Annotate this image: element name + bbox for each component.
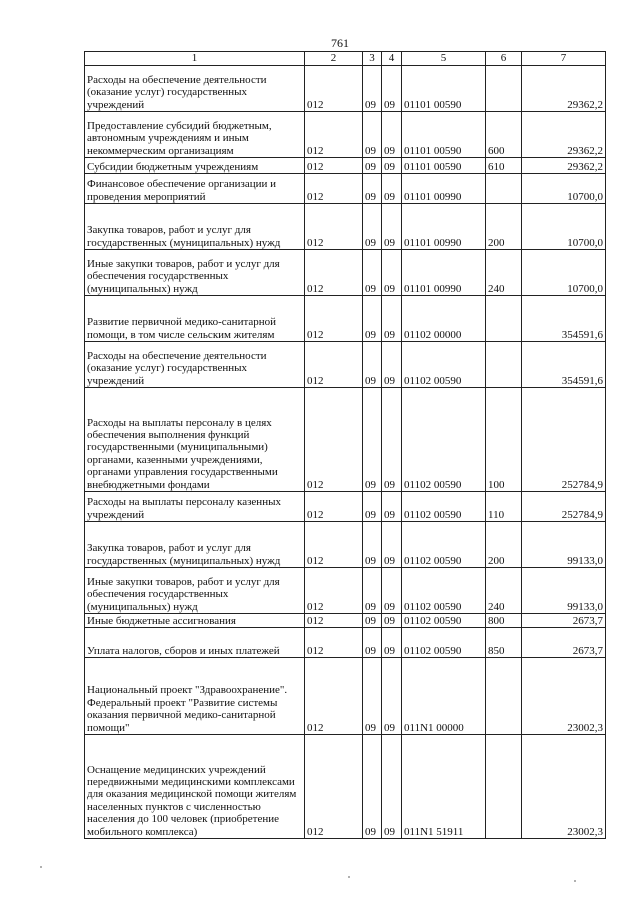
row-expense-type	[486, 66, 522, 112]
row-section: 09	[363, 628, 382, 658]
row-name: Расходы на обеспечение деятельности (оказание услуг) государственных учреждений	[85, 66, 305, 112]
row-expense-type	[486, 296, 522, 342]
row-sum: 354591,6	[522, 342, 606, 388]
row-subsection: 09	[382, 614, 402, 628]
row-name: Национальный проект "Здравоохранение". Федеральный проект "Развитие системы оказания первичной медико-санитарной помощи"	[85, 658, 305, 735]
table-row	[85, 158, 606, 174]
row-article: 011N1 51911	[402, 735, 486, 839]
row-expense-type: 200	[486, 522, 522, 568]
row-sum: 2673,7	[522, 628, 606, 658]
table-row	[85, 112, 606, 158]
row-name: Предоставление субсидий бюджетным, автономным учреждениям и иным некоммерческим организациям	[85, 112, 305, 158]
row-section: 09	[363, 296, 382, 342]
row-code: 012	[305, 342, 363, 388]
row-section: 09	[363, 112, 382, 158]
row-article: 01101 00990	[402, 204, 486, 250]
row-section: 09	[363, 735, 382, 839]
row-subsection: 09	[382, 342, 402, 388]
row-subsection: 09	[382, 250, 402, 296]
row-section: 09	[363, 658, 382, 735]
row-section: 09	[363, 342, 382, 388]
row-subsection: 09	[382, 112, 402, 158]
row-section: 09	[363, 492, 382, 522]
row-subsection: 09	[382, 658, 402, 735]
header-cell: 3	[363, 52, 382, 66]
table-row	[85, 250, 606, 296]
row-sum: 99133,0	[522, 522, 606, 568]
row-sum: 23002,3	[522, 658, 606, 735]
header-cell: 1	[85, 52, 305, 66]
row-expense-type: 610	[486, 158, 522, 174]
row-name: Расходы на обеспечение деятельности (оказание услуг) государственных учреждений	[85, 342, 305, 388]
header-cell: 5	[402, 52, 486, 66]
row-section: 09	[363, 66, 382, 112]
row-sum: 354591,6	[522, 296, 606, 342]
row-expense-type: 240	[486, 568, 522, 614]
row-sum: 29362,2	[522, 66, 606, 112]
table-row	[85, 628, 606, 658]
row-code: 012	[305, 296, 363, 342]
row-subsection: 09	[382, 568, 402, 614]
row-expense-type	[486, 174, 522, 204]
row-sum: 10700,0	[522, 204, 606, 250]
row-code: 012	[305, 522, 363, 568]
row-subsection: 09	[382, 735, 402, 839]
row-code: 012	[305, 66, 363, 112]
row-article: 01102 00590	[402, 614, 486, 628]
table-row	[85, 522, 606, 568]
row-subsection: 09	[382, 628, 402, 658]
row-subsection: 09	[382, 66, 402, 112]
row-subsection: 09	[382, 204, 402, 250]
row-expense-type: 110	[486, 492, 522, 522]
table-row	[85, 388, 606, 492]
scan-speck	[40, 866, 42, 868]
header-cell: 7	[522, 52, 606, 66]
row-name: Иные бюджетные ассигнования	[85, 614, 305, 628]
row-expense-type: 240	[486, 250, 522, 296]
table-row	[85, 342, 606, 388]
row-article: 01102 00590	[402, 492, 486, 522]
row-section: 09	[363, 158, 382, 174]
row-article: 011N1 00000	[402, 658, 486, 735]
row-section: 09	[363, 388, 382, 492]
row-expense-type: 800	[486, 614, 522, 628]
row-subsection: 09	[382, 388, 402, 492]
budget-table	[84, 51, 606, 839]
row-code: 012	[305, 158, 363, 174]
scan-speck	[574, 880, 576, 882]
row-article: 01101 00990	[402, 174, 486, 204]
row-code: 012	[305, 658, 363, 735]
row-name: Иные закупки товаров, работ и услуг для обеспечения государственных (муниципальных) нужд	[85, 250, 305, 296]
row-article: 01102 00590	[402, 388, 486, 492]
table-row	[85, 568, 606, 614]
row-section: 09	[363, 250, 382, 296]
row-expense-type: 200	[486, 204, 522, 250]
row-code: 012	[305, 204, 363, 250]
row-sum: 99133,0	[522, 568, 606, 614]
header-cell: 2	[305, 52, 363, 66]
table-row	[85, 296, 606, 342]
row-subsection: 09	[382, 174, 402, 204]
row-expense-type: 600	[486, 112, 522, 158]
row-name: Финансовое обеспечение организации и проведения мероприятий	[85, 174, 305, 204]
row-sum: 10700,0	[522, 174, 606, 204]
row-name: Закупка товаров, работ и услуг для государственных (муниципальных) нужд	[85, 204, 305, 250]
row-expense-type	[486, 342, 522, 388]
header-cell: 6	[486, 52, 522, 66]
row-code: 012	[305, 492, 363, 522]
row-sum: 2673,7	[522, 614, 606, 628]
row-section: 09	[363, 174, 382, 204]
row-article: 01102 00590	[402, 568, 486, 614]
row-code: 012	[305, 112, 363, 158]
row-section: 09	[363, 614, 382, 628]
row-sum: 10700,0	[522, 250, 606, 296]
row-article: 01102 00590	[402, 628, 486, 658]
row-expense-type	[486, 658, 522, 735]
header-cell: 4	[382, 52, 402, 66]
header-row	[85, 52, 606, 66]
table-row	[85, 492, 606, 522]
row-section: 09	[363, 568, 382, 614]
row-expense-type: 850	[486, 628, 522, 658]
row-name: Иные закупки товаров, работ и услуг для обеспечения государственных (муниципальных) нужд	[85, 568, 305, 614]
table-row	[85, 204, 606, 250]
row-code: 012	[305, 735, 363, 839]
row-article: 01102 00590	[402, 522, 486, 568]
row-sum: 29362,2	[522, 158, 606, 174]
row-article: 01101 00590	[402, 66, 486, 112]
scan-speck	[348, 876, 350, 878]
row-name: Субсидии бюджетным учреждениям	[85, 158, 305, 174]
row-code: 012	[305, 614, 363, 628]
row-section: 09	[363, 522, 382, 568]
row-code: 012	[305, 174, 363, 204]
row-article: 01102 00000	[402, 296, 486, 342]
row-subsection: 09	[382, 296, 402, 342]
row-expense-type: 100	[486, 388, 522, 492]
row-sum: 252784,9	[522, 388, 606, 492]
row-code: 012	[305, 388, 363, 492]
row-name: Уплата налогов, сборов и иных платежей	[85, 628, 305, 658]
row-article: 01101 00590	[402, 158, 486, 174]
table-row	[85, 735, 606, 839]
row-section: 09	[363, 204, 382, 250]
row-expense-type	[486, 735, 522, 839]
row-subsection: 09	[382, 522, 402, 568]
row-subsection: 09	[382, 492, 402, 522]
table-row	[85, 614, 606, 628]
table-row	[85, 174, 606, 204]
row-code: 012	[305, 568, 363, 614]
row-article: 01101 00990	[402, 250, 486, 296]
table-row	[85, 658, 606, 735]
page-number: 761	[331, 36, 349, 50]
row-code: 012	[305, 250, 363, 296]
row-subsection: 09	[382, 158, 402, 174]
row-name: Расходы на выплаты персоналу в целях обеспечения выполнения функций государственными (муниципальными) органами, казенными учреждениями, органами управления государственными внебюджетными фондами	[85, 388, 305, 492]
table-row	[85, 66, 606, 112]
row-code: 012	[305, 628, 363, 658]
row-sum: 29362,2	[522, 112, 606, 158]
row-name: Оснащение медицинских учреждений передвижными медицинскими комплексами для оказания медицинской помощи жителям населенных пунктов с численностью населения до 100 человек (приобретение мобильного комплекса)	[85, 735, 305, 839]
row-sum: 252784,9	[522, 492, 606, 522]
row-name: Закупка товаров, работ и услуг для государственных (муниципальных) нужд	[85, 522, 305, 568]
row-article: 01101 00590	[402, 112, 486, 158]
row-sum: 23002,3	[522, 735, 606, 839]
row-article: 01102 00590	[402, 342, 486, 388]
row-name: Расходы на выплаты персоналу казенных учреждений	[85, 492, 305, 522]
row-name: Развитие первичной медико-санитарной помощи, в том числе сельским жителям	[85, 296, 305, 342]
